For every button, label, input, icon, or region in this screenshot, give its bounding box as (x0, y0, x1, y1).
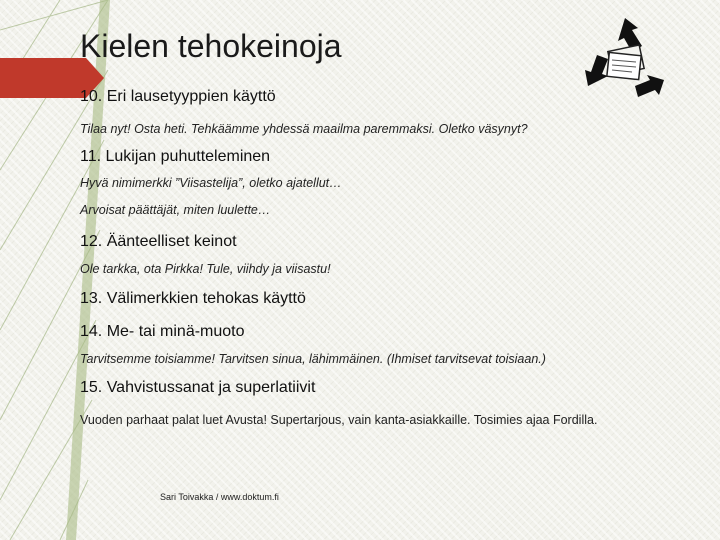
example-me-muoto: Tarvitsemme toisiamme! Tarvitsen sinua, lähimmäinen. (Ihmiset tarvitsevat toisiaan.) (80, 352, 546, 366)
heading-puhutteleminen: 11. Lukijan puhutteleminen (80, 148, 271, 165)
heading-valimerkit: 13. Välimerkkien tehokas käyttö (80, 290, 306, 307)
footer-credit: Sari Toivakka / www.doktum.fi (160, 492, 279, 502)
title-accent-bar (0, 58, 86, 98)
heading-vahvistussanat: 15. Vahvistussanat ja superlatiivit (80, 379, 316, 396)
example-puhutteleminen-1: Hyvä nimimerkki ”Viisastelija”, oletko ajatellut… (80, 176, 342, 190)
example-aanteelliset: Ole tarkka, ota Pirkka! Tule, viihdy ja viisastu! (80, 262, 331, 276)
heading-lausetyypit: 10. Eri lausetyyppien käyttö (80, 88, 276, 105)
heading-me-muoto: 14. Me- tai minä-muoto (80, 323, 245, 340)
example-lausetyypit: Tilaa nyt! Osta heti. Tehkäämme yhdessä maailma paremmaksi. Oletko väsynyt? (80, 122, 528, 136)
heading-aanteelliset: 12. Äänteelliset keinot (80, 233, 237, 250)
slide-title: Kielen tehokeinoja (80, 28, 342, 64)
example-puhutteleminen-2: Arvoisat päättäjät, miten luulette… (80, 203, 271, 217)
example-vahvistussanat: Vuoden parhaat palat luet Avusta! Supertarjous, vain kanta-asiakkaille. Tosimies ajaa Fordilla. (80, 413, 598, 427)
recycle-newspaper-icon (580, 14, 670, 104)
